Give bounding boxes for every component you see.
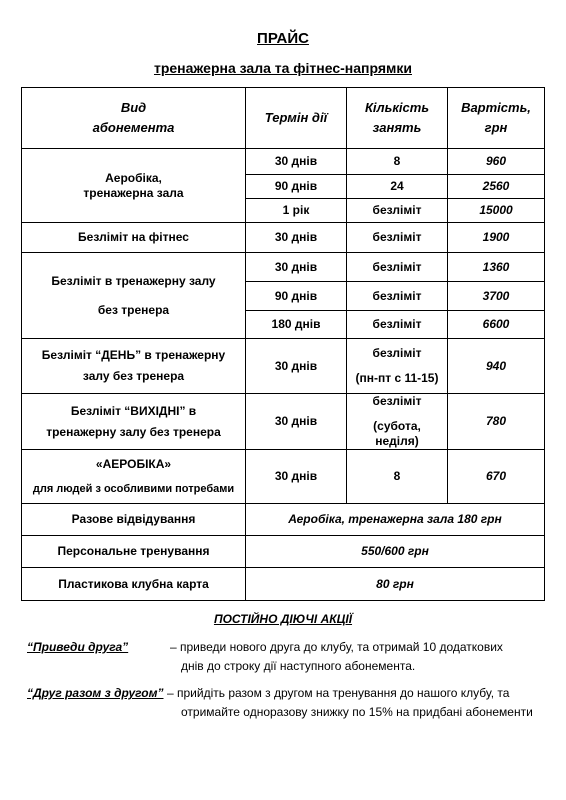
count-cell: безліміт (пн-пт с 11-15) <box>347 339 448 394</box>
term-cell: 90 днів <box>246 175 347 199</box>
term-cell: 90 днів <box>246 282 347 311</box>
price-cell: 1900 <box>448 223 545 253</box>
promo-text-friend-with-friend-cont: отримайте одноразову знижку по 15% на придбані абонементи <box>181 705 533 719</box>
price-cell: 940 <box>448 339 545 394</box>
promo-text-bring-friend-cont: днів до строку дії наступного абонемента. <box>181 659 416 673</box>
count-cell: безліміт <box>347 199 448 223</box>
price-cell: 6600 <box>448 311 545 339</box>
promo-name-friend-with-friend: “Друг разом з другом” <box>27 686 164 700</box>
table-row <box>22 253 545 282</box>
table-row <box>22 568 545 601</box>
count-cell: 24 <box>347 175 448 199</box>
table-row <box>22 339 545 394</box>
count-cell: безліміт <box>347 223 448 253</box>
plan-name-aerobika-gym: Аеробіка, тренажерна зала <box>22 149 246 223</box>
count-cell: безліміт <box>347 253 448 282</box>
count-cell: 8 <box>347 149 448 175</box>
term-cell: 1 рік <box>246 199 347 223</box>
plan-name-weekend: Безліміт “ВИХІДНІ” в тренажерну залу без тренера <box>22 394 246 450</box>
term-cell: 30 днів <box>246 223 347 253</box>
term-cell: 30 днів <box>246 253 347 282</box>
table-row <box>22 504 545 536</box>
header-price: Вартість, грн <box>448 88 545 149</box>
table-row <box>22 394 545 450</box>
promo-name-bring-friend: “Приведи друга” <box>27 640 129 654</box>
header-type: Вид абонемента <box>22 88 246 149</box>
promo-text-bring-friend: – приведи нового друга до клубу, та отримай 10 додаткових <box>170 640 503 654</box>
table-row <box>22 536 545 568</box>
term-cell: 30 днів <box>246 149 347 175</box>
count-cell: безліміт (субота, неділя) <box>347 394 448 450</box>
price-cell: 2560 <box>448 175 545 199</box>
term-cell: 30 днів <box>246 394 347 450</box>
table-row <box>22 149 545 175</box>
plan-name-club-card: Пластикова клубна карта <box>22 568 246 601</box>
promo-text-friend-with-friend: – прийдіть разом з другом на тренування до нашого клубу, та <box>167 686 510 700</box>
term-cell: 30 днів <box>246 339 347 394</box>
single-visit-value: Аеробіка, тренажерна зала 180 грн <box>246 504 545 536</box>
term-cell: 30 днів <box>246 450 347 504</box>
plan-name-single-visit: Разове відвідування <box>22 504 246 536</box>
personal-training-value: 550/600 грн <box>246 536 545 568</box>
promotions-heading: ПОСТІЙНО ДІЮЧІ АКЦІЇ <box>213 612 353 626</box>
count-cell: безліміт <box>347 311 448 339</box>
plan-name-aerobika-special: «АЕРОБІКА» для людей з особливими потребами <box>22 450 246 504</box>
price-cell: 670 <box>448 450 545 504</box>
club-card-value: 80 грн <box>246 568 545 601</box>
price-cell: 1360 <box>448 253 545 282</box>
price-title: ПРАЙС <box>257 30 309 47</box>
header-term: Термін дії <box>246 88 347 149</box>
count-cell: безліміт <box>347 282 448 311</box>
price-cell: 3700 <box>448 282 545 311</box>
price-table <box>21 87 545 601</box>
header-count: Кількість занять <box>347 88 448 149</box>
price-cell: 15000 <box>448 199 545 223</box>
table-row <box>22 450 545 504</box>
plan-name-personal-training: Персональне тренування <box>22 536 246 568</box>
plan-name-fitness-unlimited: Безліміт на фітнес <box>22 223 246 253</box>
term-cell: 180 днів <box>246 311 347 339</box>
price-cell: 780 <box>448 394 545 450</box>
count-cell: 8 <box>347 450 448 504</box>
plan-name-gym-no-trainer: Безліміт в тренажерну залу без тренера <box>22 253 246 339</box>
table-header-row <box>22 88 545 149</box>
table-row <box>22 223 545 253</box>
plan-name-day: Безліміт “ДЕНЬ” в тренажерну залу без тренера <box>22 339 246 394</box>
price-subtitle: тренажерна зала та фітнес-напрямки <box>153 60 412 76</box>
price-cell: 960 <box>448 149 545 175</box>
